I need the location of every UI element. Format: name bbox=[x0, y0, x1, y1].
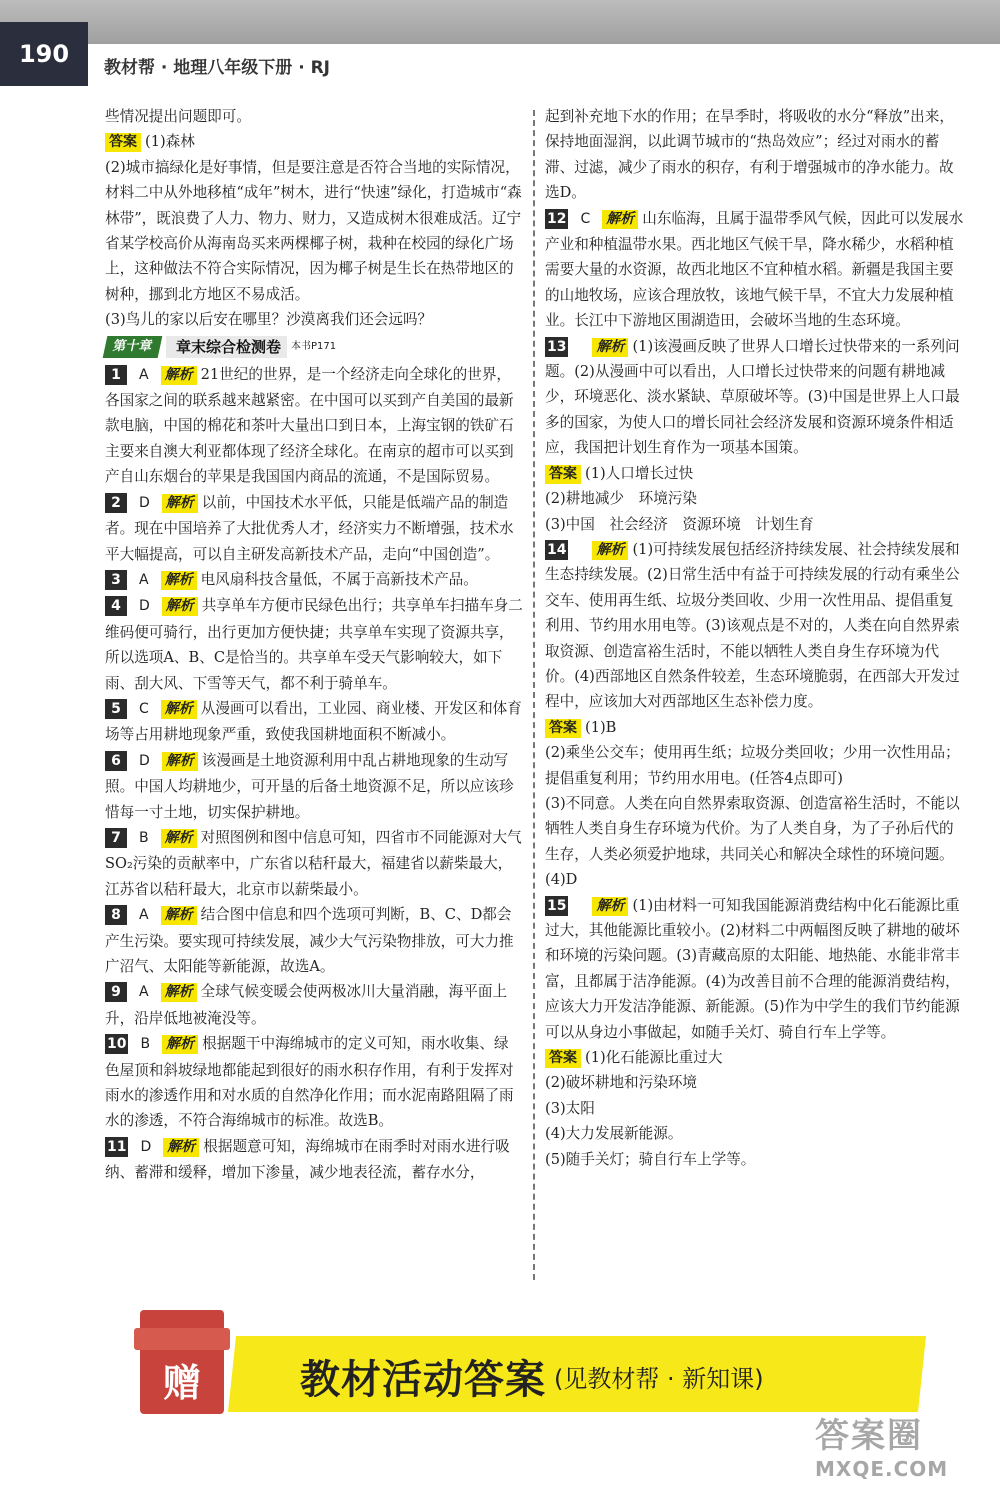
gift-label: 赠 bbox=[162, 1361, 201, 1405]
watermark-logo-text: 答案圈 bbox=[815, 1416, 923, 1456]
analysis-tag: 解析 bbox=[592, 541, 628, 560]
answer-line: (3)太阳 bbox=[545, 1099, 595, 1117]
analysis-tag: 解析 bbox=[162, 597, 198, 616]
analysis-text: 根据题意可知，海绵城市在雨季时对雨水进行吸纳、蓄滞和缓释，增加下渗量，减少地表径流，蓄存水分， bbox=[105, 1137, 510, 1182]
answer-tag: 答案 bbox=[545, 1049, 581, 1068]
choice-letter: D bbox=[140, 1138, 152, 1155]
question-number: 2 bbox=[105, 493, 127, 513]
question-item bbox=[105, 696, 523, 748]
watermark-url: MXQE.COM bbox=[815, 1457, 949, 1481]
question-item bbox=[545, 334, 965, 461]
analysis-text: 结合图中信息和四个选项可判断，B、C、D都会产生污染。要实现可持续发展，减少大气污染物排放，可大力推广沼气、太阳能等新能源，故选A。 bbox=[105, 906, 514, 975]
choice-letter: A bbox=[139, 907, 149, 924]
answer-tag: 答案 bbox=[105, 133, 141, 152]
banner-text bbox=[300, 1346, 764, 1406]
analysis-text: 21世纪的世界，是一个经济走向全球化的世界，各国家之间的联系越来越紧密。在中国可以买到产自美国的最新款电脑，中国的棉花和茶叶大量出口到日本，上海宝钢的铁矿石主要来自澳大利亚都体现了经济全球化。在南京的超市可以买到产自山东烟台的苹果是我国国内商品的流通，不是国际贸易。 bbox=[105, 365, 514, 486]
analysis-tag: 解析 bbox=[161, 700, 197, 719]
chapter-tag: 第十章 bbox=[103, 336, 163, 358]
question-number: 3 bbox=[105, 570, 127, 590]
choice-letter: D bbox=[139, 598, 150, 615]
answer-line: (5)随手关灯；骑自行车上学等。 bbox=[545, 1150, 756, 1168]
answer-text: (1)B bbox=[585, 718, 617, 736]
choice-letter: A bbox=[139, 984, 149, 1001]
site-watermark bbox=[815, 1408, 995, 1482]
question-number: 15 bbox=[547, 897, 567, 914]
banner-subtitle: (见教材帮 · 新知课) bbox=[554, 1364, 764, 1393]
question-item bbox=[105, 490, 523, 567]
analysis-text: 全球气候变暖会使两极冰川大量消融，海平面上升，沿岸低地被淹没等。 bbox=[105, 983, 508, 1027]
question-number: 12 bbox=[547, 210, 567, 227]
question-item bbox=[105, 362, 523, 490]
answer-line: (2)乘坐公交车；使用再生纸；垃圾分类回收；少用一次性用品；提倡重复利用；节约用水用电。(任答4点即可) bbox=[545, 744, 960, 787]
question-item bbox=[105, 593, 523, 696]
chapter-heading bbox=[105, 335, 523, 359]
analysis-text: 山东临海，且属于温带季风气候，因此可以发展水产业和种植温带水果。西北地区气候干旱，降水稀少，水稻种植需要大量的水资源，故西北地区不宜种植水稻。新疆是我国主要的山地牧场，应该合理放牧，该地气候干旱，不宜大力发展种植业。长江中下游地区围湖造田，会破坏当地的生态环境。 bbox=[545, 209, 964, 330]
analysis-text: 以前，中国技术水平低，只能是低端产品的制造者。现在中国培养了大批优秀人才，经济实力不断增强，技术水平大幅提高，可以自主研发高新技术产品，走向“中国创造”。 bbox=[105, 493, 514, 563]
question-number: 8 bbox=[105, 905, 127, 925]
analysis-tag: 解析 bbox=[162, 494, 198, 513]
left-column bbox=[105, 104, 523, 1186]
paragraph: (3)鸟儿的家以后安在哪里？沙漠离我们还会远吗？ bbox=[105, 311, 433, 329]
analysis-tag: 解析 bbox=[161, 366, 197, 385]
gift-box-icon bbox=[140, 1310, 224, 1414]
choice-letter: D bbox=[139, 752, 150, 769]
question-number: 6 bbox=[105, 751, 127, 771]
analysis-text: (1)可持续发展包括经济持续发展、社会持续发展和生态持续发展。(2)日常生活中有益于可持续发展的行动有乘坐公交车、使用再生纸、垃圾分类回收、少用一次性用品、提倡重复利用、节约用水用电等。(3)该观点是不对的，人类在向自然界索取资源、创造富裕生活时，不能以牺牲人类自身生存环境为代价。(4)西部地区自然条件较差，生态环境脆弱，在西部大开发过程中，应该加大对西部地区生态补偿力度。 bbox=[545, 540, 960, 711]
analysis-tag: 解析 bbox=[163, 1138, 199, 1157]
right-column bbox=[545, 104, 965, 1172]
choice-letter: C bbox=[580, 210, 591, 227]
choice-letter: C bbox=[139, 700, 149, 717]
question-number: 4 bbox=[105, 596, 127, 616]
answer-line: (3)中国 社会经济 资源环境 计划生育 bbox=[545, 515, 814, 533]
paragraph: (2)城市搞绿化是好事情，但是要注意是否符合当地的实际情况，材料二中从外地移植“成年”树木，进行“快速”绿化，打造城市“森林带”，既浪费了人力、物力、财力，又造成树木很难成活。辽宁省某学校高价从海南岛买来两棵椰子树，栽种在校园的绿化广场上，这种做法不符合实际情况，因为椰子树是生长在热带地区的树种，挪到北方地区不易成活。 bbox=[105, 158, 522, 303]
choice-letter: B bbox=[139, 829, 149, 846]
answer-line: (4)大力发展新能源。 bbox=[545, 1125, 683, 1143]
answer-line: (2)破坏耕地和污染环境 bbox=[545, 1074, 698, 1092]
choice-letter: B bbox=[140, 1036, 151, 1053]
analysis-tag: 解析 bbox=[161, 983, 197, 1002]
question-number: 5 bbox=[105, 699, 127, 719]
analysis-tag: 解析 bbox=[592, 338, 628, 357]
question-number: 1 bbox=[105, 365, 127, 385]
question-item bbox=[105, 567, 523, 593]
question-number: 10 bbox=[107, 1036, 127, 1053]
banner-title: 教材活动答案 bbox=[300, 1356, 546, 1403]
answer-line bbox=[545, 1045, 965, 1070]
answer-line bbox=[105, 129, 523, 154]
chapter-title: 章末综合检测卷 bbox=[166, 336, 287, 358]
paragraph: 些情况提出问题即可。 bbox=[105, 108, 251, 125]
analysis-tag: 解析 bbox=[161, 829, 197, 848]
column-divider bbox=[533, 110, 535, 1280]
analysis-tag: 解析 bbox=[162, 1035, 198, 1054]
question-item bbox=[545, 893, 965, 1045]
question-item bbox=[105, 748, 523, 825]
analysis-tag: 解析 bbox=[161, 571, 197, 590]
paragraph: 起到补充地下水的作用；在旱季时，将吸收的水分“释放”出来，保持地面湿润，以此调节城市的“热岛效应”；经过对雨水的蓄滞、过滤，减少了雨水的积存，有利于增强城市的净水能力。故选D。 bbox=[545, 108, 954, 202]
page-number: 190 bbox=[0, 22, 88, 86]
answer-tag: 答案 bbox=[545, 719, 581, 738]
analysis-text: 根据题干中海绵城市的定义可知，雨水收集、绿色屋顶和斜坡绿地都能起到很好的雨水积存作用，有利于发挥对雨水的渗透作用和对水质的自然净化作用；而水泥南路阻隔了雨水的渗透，不符合海绵城市的标准。故选B。 bbox=[105, 1035, 514, 1130]
answer-line: (4)D bbox=[545, 871, 578, 889]
gift-lid bbox=[134, 1328, 230, 1350]
choice-letter: A bbox=[139, 366, 149, 383]
question-item bbox=[105, 979, 523, 1031]
analysis-text: (1)该漫画反映了世界人口增长过快带来的一系列问题。(2)从漫画中可以看出，人口增长过快带来的问题有耕地减少，环境恶化、淡水紧缺、草原破坏等。(3)中国是世界上人口最多的国家，为使人口的增长同社会经济发展和资源环境条件相适应，我国把计划生育作为一项基本国策。 bbox=[545, 337, 960, 457]
answer-text: (1)森林 bbox=[145, 133, 195, 151]
choice-letter: D bbox=[139, 494, 150, 511]
answer-line: (3)不同意。人类在向自然界索取资源、创造富裕生活时，不能以牺牲人类自身生存环境为代价。为了人类自身，为了子孙后代的生存，人类必须爱护地球，共同关心和解决全球性的环境问题。 bbox=[545, 794, 960, 863]
analysis-text: 电风扇科技含量低，不属于高新技术产品。 bbox=[200, 570, 478, 588]
answer-tag: 答案 bbox=[545, 465, 581, 484]
question-item bbox=[105, 902, 523, 979]
answer-text: (1)化石能源比重过大 bbox=[585, 1049, 723, 1067]
analysis-text: (1)由材料一可知我国能源消费结构中化石能源比重过大，其他能源比重较小。(2)材料二中两幅图反映了耕地的破坏和环境的污染问题。(3)青藏高原的太阳能、地热能、水能非常丰富，且都属于洁净能源。(4)为改善目前不合理的能源消费结构，应该大力开发洁净能源、新能源。(5)作为中学生的我们节约能源可以从身边小事做起，如随手关灯、骑自行车上学等。 bbox=[545, 896, 960, 1041]
analysis-tag: 解析 bbox=[592, 897, 628, 916]
answer-line bbox=[545, 461, 965, 486]
answer-line: (2)耕地减少 环境污染 bbox=[545, 490, 698, 508]
question-number: 7 bbox=[105, 828, 127, 848]
running-title: 教材帮 · 地理八年级下册 · RJ bbox=[88, 44, 1000, 86]
question-number: 13 bbox=[547, 338, 567, 355]
question-item bbox=[545, 537, 965, 715]
question-number: 14 bbox=[547, 541, 567, 558]
question-item bbox=[105, 1134, 523, 1186]
answer-line bbox=[545, 715, 965, 740]
analysis-tag: 解析 bbox=[161, 906, 197, 925]
analysis-tag: 解析 bbox=[162, 752, 198, 771]
analysis-text: 对照图例和图中信息可知，四省市不同能源对大气SO₂污染的贡献率中，广东省以秸秆最大，福建省以薪柴最大，江苏省以秸秆最大，北京市以薪柴最小。 bbox=[105, 828, 522, 898]
analysis-text: 该漫画是土地资源利用中乱占耕地现象的生动写照。中国人均耕地少，可开垦的后备土地资源不足，所以应该珍惜每一寸土地，切实保护耕地。 bbox=[105, 751, 514, 821]
question-number: 11 bbox=[107, 1138, 127, 1155]
question-item bbox=[105, 825, 523, 902]
activity-answers-banner bbox=[140, 1310, 940, 1420]
question-item bbox=[545, 206, 965, 334]
analysis-text: 共享单车方便市民绿色出行；共享单车扫描车身二维码便可骑行，出行更加方便快捷；共享单车实现了资源共享，所以选项A、B、C是恰当的。共享单车受天气影响较大，如下雨、刮大风、下雪等天气，都不利于骑单车。 bbox=[105, 597, 523, 692]
analysis-text: 从漫画可以看出，工业园、商业楼、开发区和体育场等占用耕地现象严重，致使我国耕地面积不断减小。 bbox=[105, 699, 522, 744]
analysis-tag: 解析 bbox=[602, 210, 638, 229]
answer-text: (1)人口增长过快 bbox=[585, 464, 694, 482]
question-item bbox=[105, 1031, 523, 1134]
choice-letter: A bbox=[139, 571, 149, 588]
question-number: 9 bbox=[105, 982, 127, 1002]
chapter-page-ref: 本书P171 bbox=[291, 340, 337, 352]
